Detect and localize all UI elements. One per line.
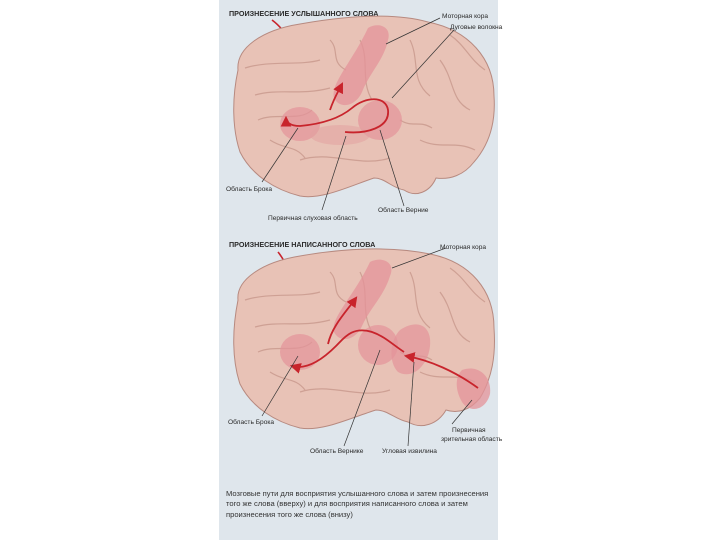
label-top-broca: Область Брока [226,186,273,193]
label-top-auditory: Первичная слуховая область [268,215,358,222]
label-bottom-motor: Моторная кора [440,244,487,251]
figure-caption: Мозговые пути для восприятия услышанного слова и затем произнесения того же слова (вверху) и для восприятия написанного слова и затем произнесения того же слова (внизу) [226,489,489,519]
label-bottom-wernicke: Область Вернике [310,448,364,455]
top-auditory-region [310,125,370,145]
label-bottom-visual-1: Первичная [452,427,486,434]
label-top-wernicke: Область Верние [378,207,429,214]
top-brain [234,16,495,197]
label-bottom-visual-2: зрительная область [441,436,503,443]
bottom-broca-region [280,334,320,370]
label-bottom-angular: Угловая извилина [382,448,437,455]
label-top-motor: Моторная кора [442,13,489,20]
bottom-title: ПРОИЗНЕСЕНИЕ НАПИСАННОГО СЛОВА [229,240,376,249]
bottom-brain [234,249,495,429]
top-title: ПРОИЗНЕСЕНИЕ УСЛЫШАННОГО СЛОВА [229,9,379,18]
label-top-arcuate: Дуговые волокна [450,24,503,31]
label-bottom-broca: Область Брока [228,419,275,426]
